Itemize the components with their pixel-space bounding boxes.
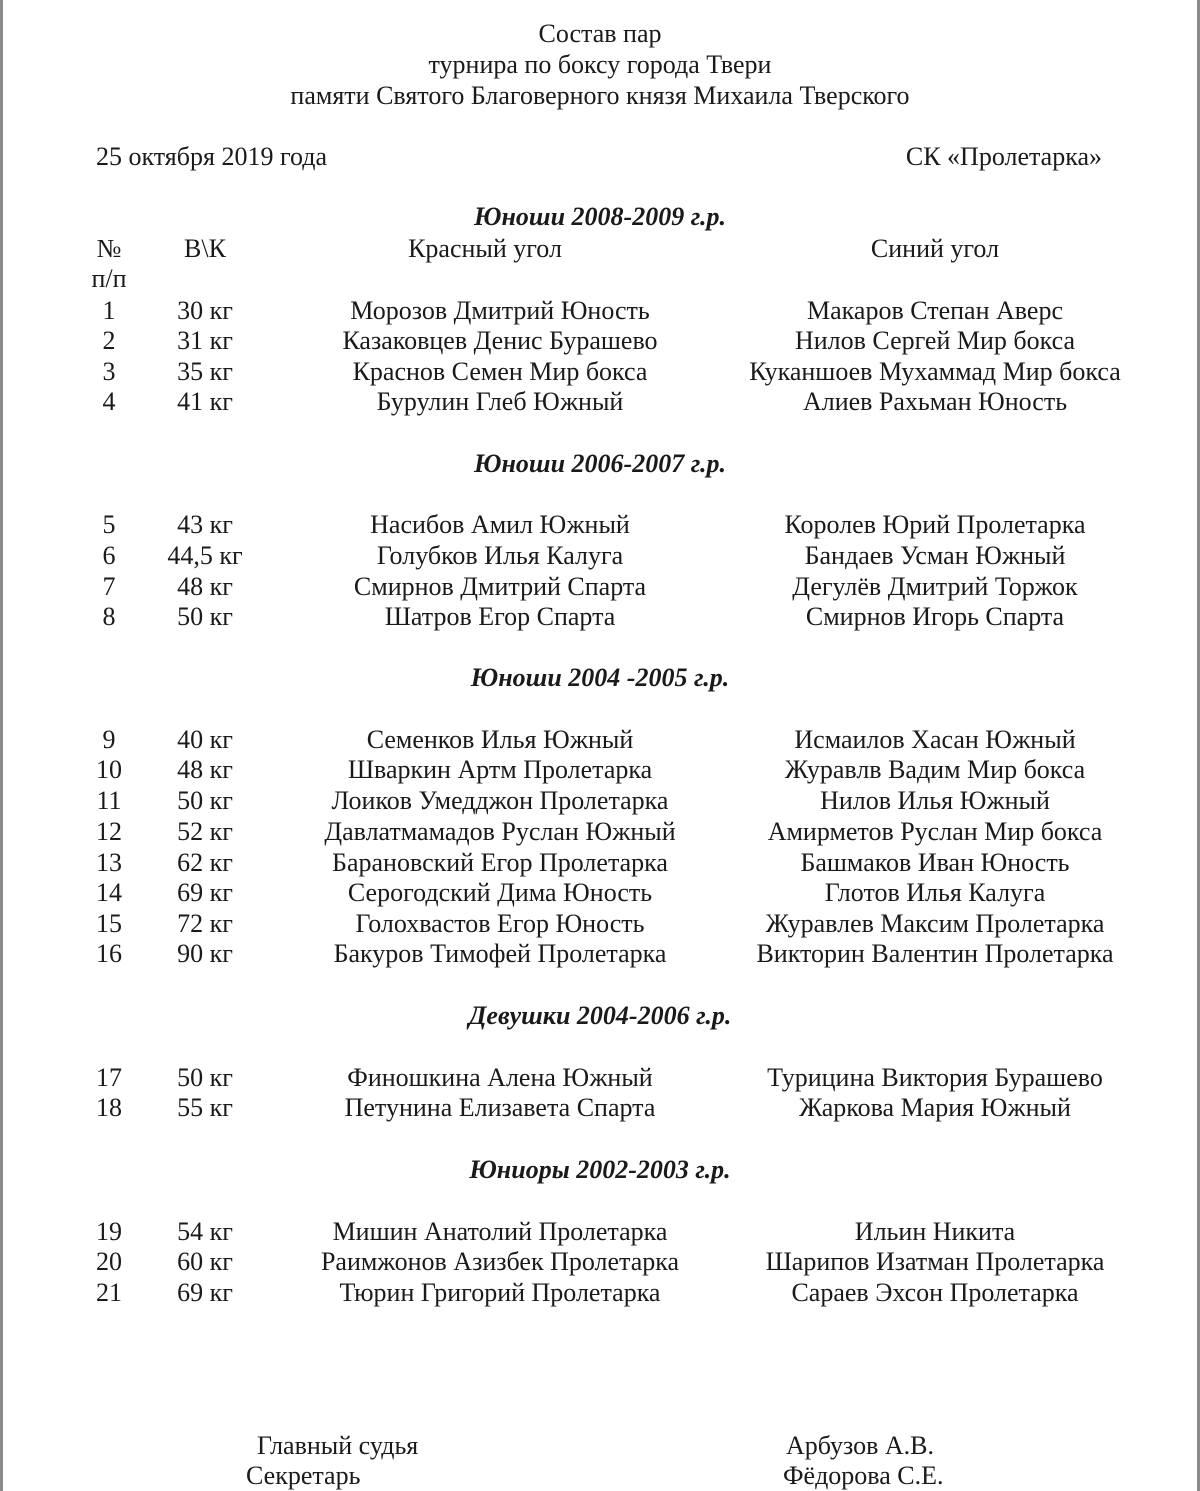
bout-number: 14 — [96, 878, 122, 907]
secretary-name: Фёдорова С.Е. — [783, 1461, 944, 1490]
chief-judge-name: Арбузов А.В. — [786, 1431, 935, 1460]
blue-corner-boxer: Журавлв Вадим Мир бокса — [784, 755, 1086, 784]
bout-number: 2 — [102, 326, 116, 355]
weight-class: 44,5 кг — [167, 541, 243, 570]
red-corner-boxer: Барановский Егор Пролетарка — [332, 848, 668, 877]
column-header-blue-corner: Синий угол — [870, 234, 1000, 263]
weight-class: 43 кг — [177, 510, 233, 539]
table-row — [0, 1063, 1200, 1093]
red-corner-boxer: Мишин Анатолий Пролетарка — [332, 1217, 668, 1246]
red-corner-boxer: Смирнов Дмитрий Спарта — [353, 572, 647, 601]
weight-class: 69 кг — [177, 878, 233, 907]
table-row — [0, 541, 1200, 571]
table-row — [0, 1278, 1200, 1308]
blue-corner-boxer: Шарипов Изатман Пролетарка — [765, 1247, 1105, 1276]
table-row — [0, 909, 1200, 939]
weight-class: 50 кг — [177, 1063, 233, 1092]
event-date: 25 октября 2019 года — [96, 142, 327, 171]
blue-corner-boxer: Жаркова Мария Южный — [799, 1093, 1071, 1122]
bout-number: 15 — [96, 909, 122, 938]
bout-number: 16 — [96, 939, 122, 968]
weight-class: 31 кг — [177, 326, 233, 355]
blue-corner-boxer: Нилов Илья Южный — [820, 786, 1050, 815]
table-row — [0, 939, 1200, 969]
red-corner-boxer: Бакуров Тимофей Пролетарка — [333, 939, 667, 968]
blue-corner-boxer: Бандаев Усман Южный — [804, 541, 1066, 570]
red-corner-boxer: Давлатмамадов Руслан Южный — [324, 817, 676, 846]
bout-number: 9 — [102, 725, 116, 754]
red-corner-boxer: Финошкина Алена Южный — [347, 1063, 653, 1092]
red-corner-boxer: Краснов Семен Мир бокса — [352, 357, 648, 386]
bout-number: 10 — [96, 755, 122, 784]
blue-corner-boxer: Смирнов Игорь Спарта — [805, 602, 1065, 631]
weight-class: 90 кг — [177, 939, 233, 968]
document-title: Состав пар — [538, 19, 662, 48]
column-header-number: № — [96, 234, 122, 263]
bout-number: 8 — [102, 602, 116, 631]
red-corner-boxer: Шваркин Артм Пролетарка — [347, 755, 653, 784]
blue-corner-boxer: Королев Юрий Пролетарка — [784, 510, 1086, 539]
table-row — [0, 296, 1200, 326]
table-row — [0, 357, 1200, 387]
weight-class: 35 кг — [177, 357, 233, 386]
red-corner-boxer: Шатров Егор Спарта — [384, 602, 616, 631]
bout-number: 3 — [102, 357, 116, 386]
blue-corner-boxer: Викторин Валентин Пролетарка — [756, 939, 1114, 968]
table-row — [0, 510, 1200, 540]
section-title: Юноши 2008-2009 г.р. — [474, 202, 726, 231]
weight-class: 72 кг — [177, 909, 233, 938]
bout-number: 18 — [96, 1093, 122, 1122]
red-corner-boxer: Голубков Илья Калуга — [376, 541, 624, 570]
red-corner-boxer: Лоиков Умедджон Пролетарка — [331, 786, 669, 815]
red-corner-boxer: Казаковцев Денис Бурашево — [342, 326, 658, 355]
section-title: Юноши 2006-2007 г.р. — [474, 449, 726, 478]
blue-corner-boxer: Макаров Степан Аверс — [807, 296, 1063, 325]
column-header-red-corner: Красный угол — [408, 234, 562, 263]
red-corner-boxer: Серогодский Дима Юность — [347, 878, 653, 907]
bout-number: 11 — [96, 786, 122, 815]
bout-number: 12 — [96, 817, 122, 846]
table-row — [0, 848, 1200, 878]
chief-judge-label: Главный судья — [257, 1431, 419, 1460]
bout-number: 21 — [96, 1278, 122, 1307]
bout-number: 1 — [102, 296, 116, 325]
column-header-number-sub: п/п — [91, 264, 127, 293]
blue-corner-boxer: Глотов Илья Калуга — [824, 878, 1046, 907]
table-row — [0, 1093, 1200, 1123]
table-row — [0, 817, 1200, 847]
weight-class: 54 кг — [177, 1217, 233, 1246]
red-corner-boxer: Бурулин Глеб Южный — [376, 387, 624, 416]
blue-corner-boxer: Турицина Виктория Бурашево — [767, 1063, 1103, 1092]
document-subtitle-memorial: памяти Святого Благоверного князя Михаила Тверского — [290, 81, 910, 110]
blue-corner-boxer: Нилов Сергей Мир бокса — [794, 326, 1076, 355]
table-row — [0, 786, 1200, 816]
section-title: Юниоры 2002-2003 г.р. — [469, 1155, 731, 1184]
red-corner-boxer: Раимжонов Азизбек Пролетарка — [320, 1247, 680, 1276]
weight-class: 55 кг — [177, 1093, 233, 1122]
table-row — [0, 602, 1200, 632]
column-header-weight: В\К — [184, 234, 226, 263]
table-row — [0, 572, 1200, 602]
weight-class: 52 кг — [177, 817, 233, 846]
section-title: Юноши 2004 -2005 г.р. — [470, 663, 730, 692]
bout-number: 13 — [96, 848, 122, 877]
bout-number: 5 — [102, 510, 116, 539]
blue-corner-boxer: Башмаков Иван Юность — [800, 848, 1070, 877]
red-corner-boxer: Голохвастов Егор Юность — [355, 909, 645, 938]
table-row — [0, 326, 1200, 356]
red-corner-boxer: Насибов Амил Южный — [370, 510, 630, 539]
red-corner-boxer: Семенков Илья Южный — [366, 725, 634, 754]
blue-corner-boxer: Журавлев Максим Пролетарка — [765, 909, 1105, 938]
weight-class: 41 кг — [177, 387, 233, 416]
red-corner-boxer: Тюрин Григорий Пролетарка — [339, 1278, 661, 1307]
blue-corner-boxer: Исмаилов Хасан Южный — [794, 725, 1076, 754]
weight-class: 62 кг — [177, 848, 233, 877]
table-row — [0, 755, 1200, 785]
weight-class: 48 кг — [177, 755, 233, 784]
blue-corner-boxer: Ильин Никита — [854, 1217, 1016, 1246]
bout-number: 6 — [102, 541, 116, 570]
bout-number: 4 — [102, 387, 116, 416]
table-row — [0, 1247, 1200, 1277]
table-row — [0, 878, 1200, 908]
weight-class: 40 кг — [177, 725, 233, 754]
section-title: Девушки 2004-2006 г.р. — [468, 1001, 732, 1030]
red-corner-boxer: Петунина Елизавета Спарта — [344, 1093, 656, 1122]
secretary-label: Секретарь — [246, 1461, 361, 1490]
document-subtitle: турнира по боксу города Твери — [428, 50, 772, 79]
bout-number: 19 — [96, 1217, 122, 1246]
event-venue: СК «Пролетарка» — [905, 142, 1102, 171]
red-corner-boxer: Морозов Дмитрий Юность — [350, 296, 650, 325]
blue-corner-boxer: Сараев Эхсон Пролетарка — [791, 1278, 1079, 1307]
bout-number: 17 — [96, 1063, 122, 1092]
weight-class: 60 кг — [177, 1247, 233, 1276]
weight-class: 50 кг — [177, 602, 233, 631]
table-row — [0, 387, 1200, 417]
table-row — [0, 1217, 1200, 1247]
weight-class: 69 кг — [177, 1278, 233, 1307]
weight-class: 50 кг — [177, 786, 233, 815]
blue-corner-boxer: Амирметов Руслан Мир бокса — [767, 817, 1103, 846]
table-row — [0, 725, 1200, 755]
blue-corner-boxer: Куканшоев Мухаммад Мир бокса — [749, 357, 1121, 386]
weight-class: 48 кг — [177, 572, 233, 601]
bout-number: 20 — [96, 1247, 122, 1276]
weight-class: 30 кг — [177, 296, 233, 325]
blue-corner-boxer: Дегулёв Дмитрий Торжок — [792, 572, 1078, 601]
bout-number: 7 — [102, 572, 116, 601]
blue-corner-boxer: Алиев Рахьман Юность — [802, 387, 1068, 416]
